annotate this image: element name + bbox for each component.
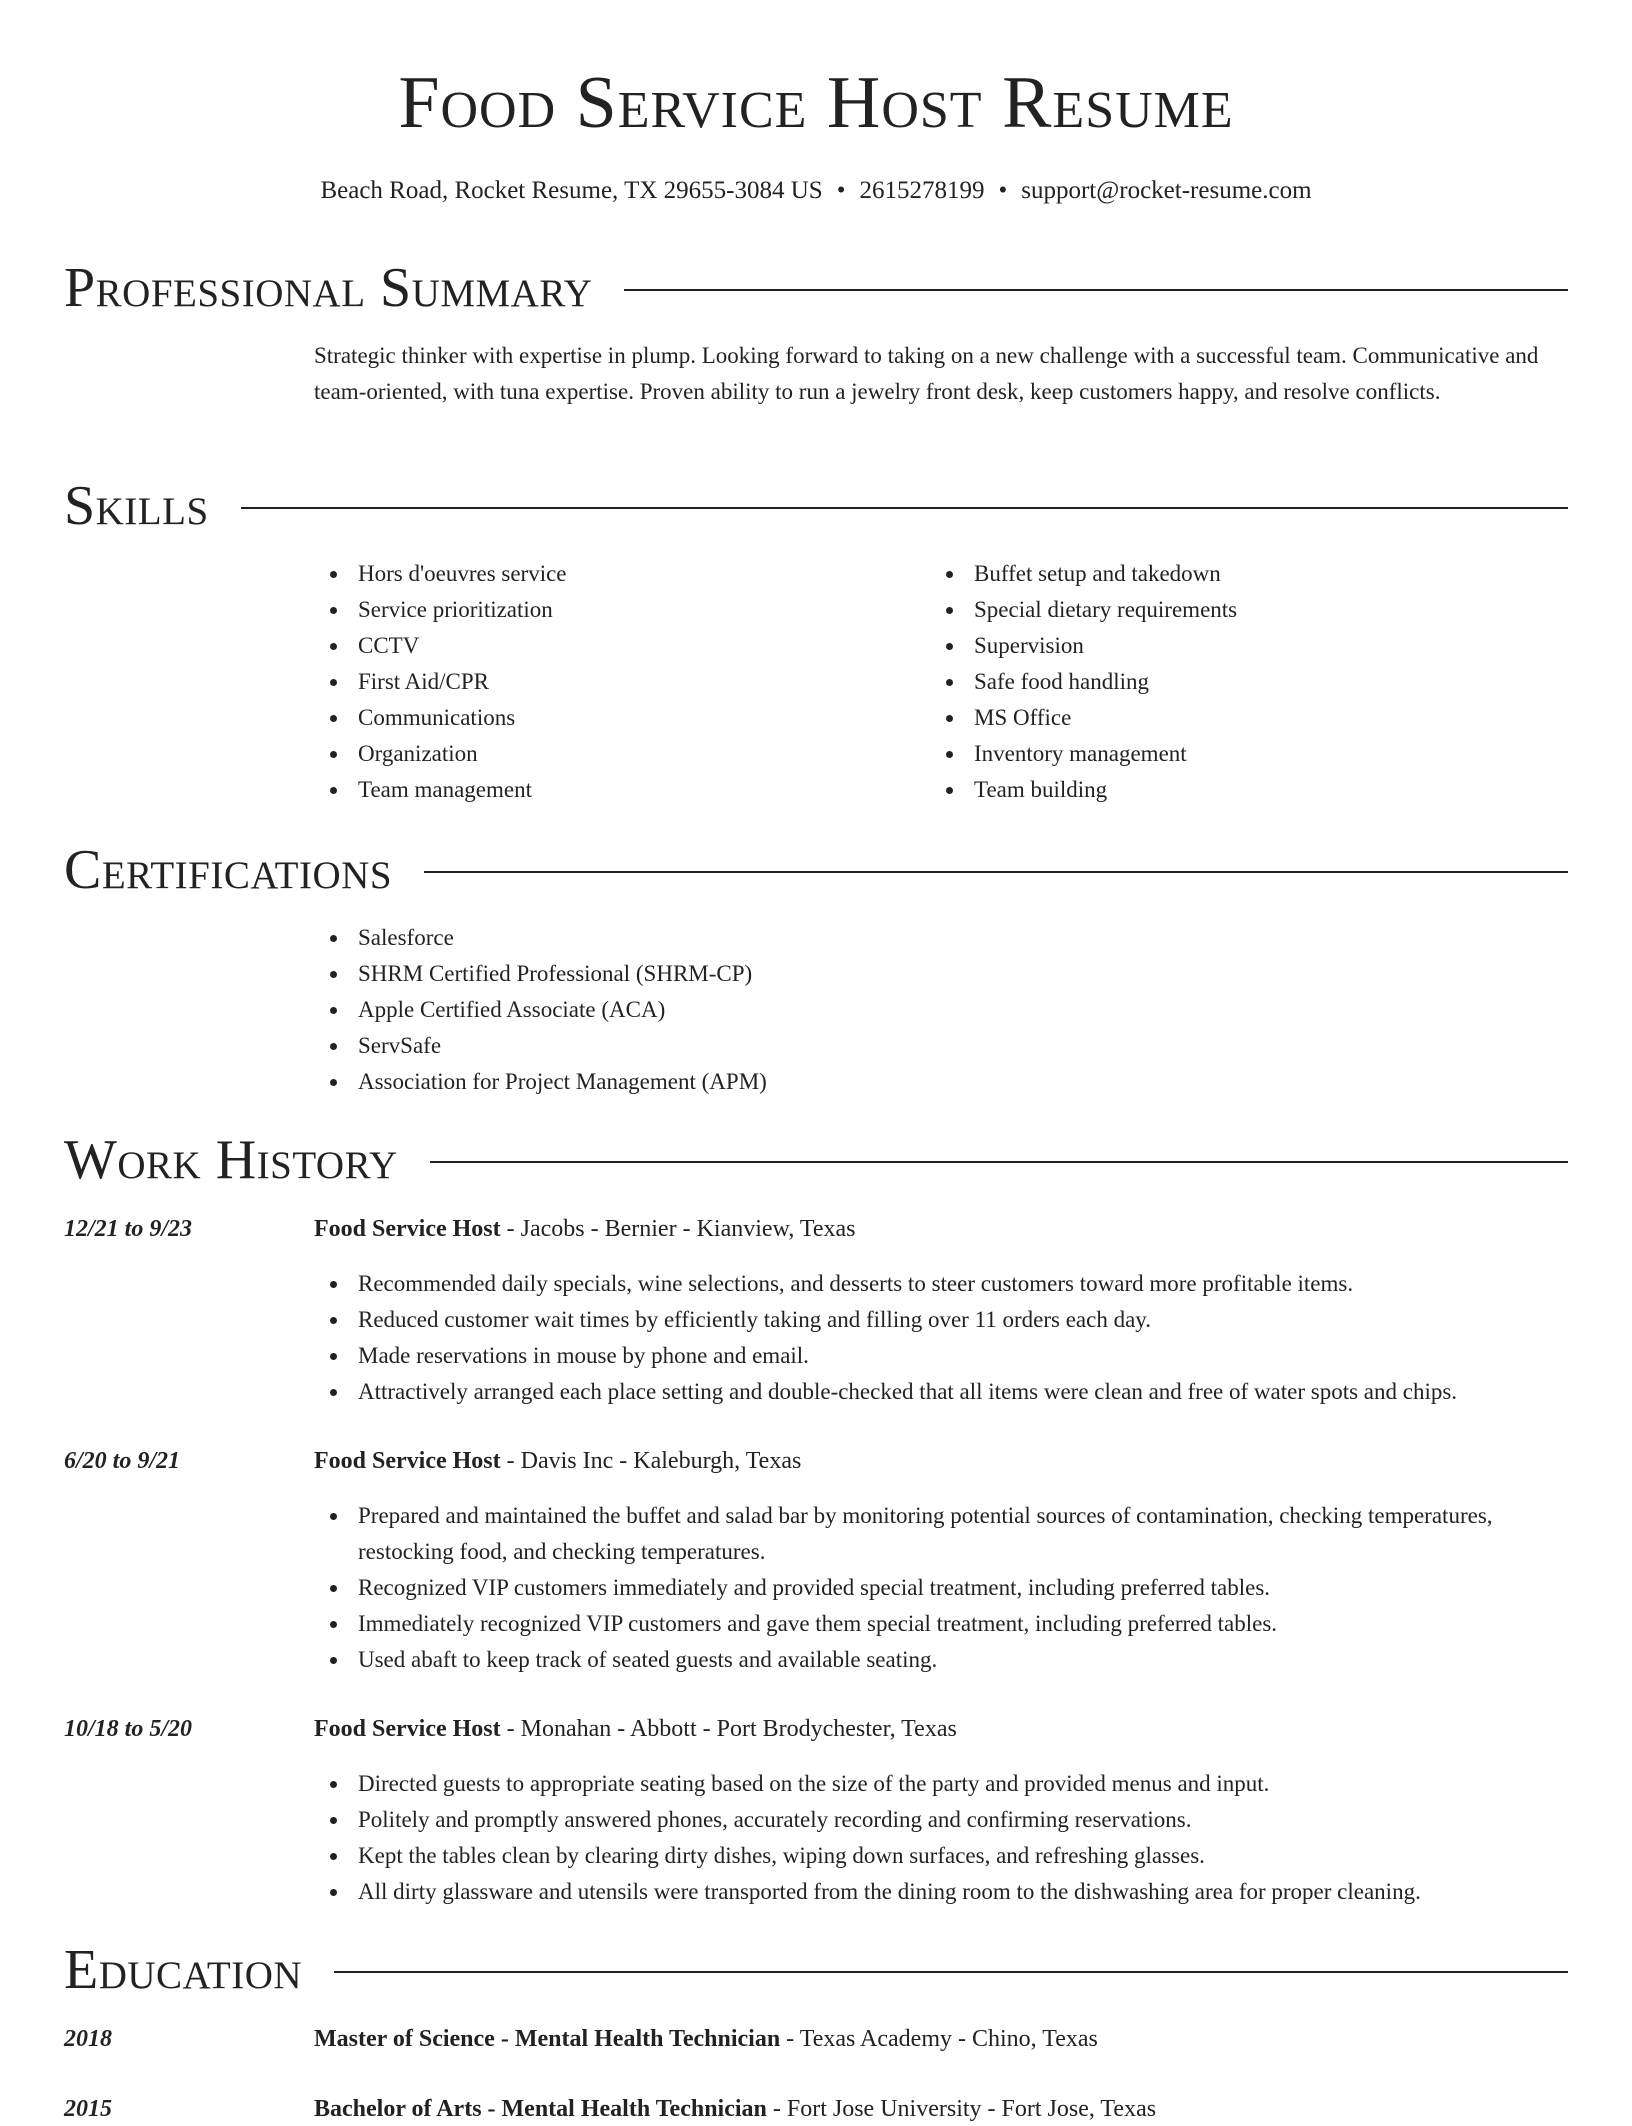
job-employer: - Jacobs - Bernier - Kianview, Texas [500, 1216, 856, 1242]
certification-item: Apple Certified Associate (ACA) [314, 992, 1568, 1028]
education-degree: Master of Science - Mental Health Technician [314, 2026, 781, 2052]
education-entry [314, 2022, 1568, 2056]
job-bullet: Immediately recognized VIP customers and gave them special treatment, including preferred tables. [314, 1606, 1568, 1642]
job-title: Food Service Host [314, 1448, 501, 1474]
skill-item: Communications [314, 700, 874, 736]
job-dates: 10/18 to 5/20 [64, 1716, 193, 1742]
section-divider [624, 289, 1568, 291]
job-bullet: Reduced customer wait times by efficiently taking and filling over 11 orders each day. [314, 1302, 1568, 1338]
job-heading [314, 1444, 1568, 1478]
section-heading-skills: Skills [64, 475, 209, 537]
skill-item: First Aid/CPR [314, 664, 874, 700]
job-employer: - Monahan - Abbott - Port Brodychester, Texas [500, 1716, 957, 1742]
section-divider [334, 1971, 1568, 1973]
education-degree: Bachelor of Arts - Mental Health Technician [314, 2096, 767, 2122]
contact-phone: 2615278199 [859, 177, 985, 204]
section-heading-education: Education [64, 1939, 303, 2001]
job-bullet: Directed guests to appropriate seating based on the size of the party and provided menus and input. [314, 1766, 1568, 1802]
job-dates: 12/21 to 9/23 [64, 1216, 193, 1242]
job-bullets [314, 1766, 1568, 1910]
certifications-section-header [64, 838, 1568, 902]
job-bullet: Used abaft to keep track of seated guests and available seating. [314, 1642, 1568, 1678]
section-divider [424, 871, 1568, 873]
contact-separator: • [836, 177, 846, 204]
section-divider [430, 1161, 1568, 1163]
skill-item: Safe food handling [930, 664, 1490, 700]
job-bullet: Politely and promptly answered phones, accurately recording and confirming reservations. [314, 1802, 1568, 1838]
contact-address: Beach Road, Rocket Resume, TX 29655-3084 US [320, 177, 823, 204]
section-divider [241, 507, 1568, 509]
job-heading [314, 1212, 1568, 1246]
job-title: Food Service Host [314, 1216, 501, 1242]
skills-list-left [314, 556, 874, 808]
certification-item: SHRM Certified Professional (SHRM-CP) [314, 956, 1568, 992]
job-employer: - Davis Inc - Kaleburgh, Texas [500, 1448, 802, 1474]
resume-title: Food Service Host Resume [398, 62, 1234, 144]
skill-item: CCTV [314, 628, 874, 664]
certification-item: Salesforce [314, 920, 1568, 956]
job-bullet: Recommended daily specials, wine selections, and desserts to steer customers toward more profitable items. [314, 1266, 1568, 1302]
skill-item: Hors d'oeuvres service [314, 556, 874, 592]
job-bullets [314, 1266, 1568, 1410]
job-bullet: Made reservations in mouse by phone and email. [314, 1338, 1568, 1374]
skills-list-right [930, 556, 1490, 808]
contact-email: support@rocket-resume.com [1021, 177, 1312, 204]
summary-text: Strategic thinker with expertise in plump. Looking forward to taking on a new challenge with a successful team. Communicative and team-oriented, with tuna expertise. Proven ability to run a jewelry front desk, keep customers happy, and resolve conflicts. [314, 343, 1539, 404]
job-bullet: All dirty glassware and utensils were transported from the dining room to the dishwashing area for proper cleaning. [314, 1874, 1568, 1910]
job-dates: 6/20 to 9/21 [64, 1448, 181, 1474]
skills-section-header [64, 474, 1568, 538]
education-school: - Texas Academy - Chino, Texas [780, 2026, 1098, 2052]
education-year: 2015 [64, 2096, 112, 2122]
education-entry [314, 2092, 1568, 2126]
skill-item: MS Office [930, 700, 1490, 736]
section-heading-summary: Professional Summary [64, 257, 593, 319]
skill-item: Service prioritization [314, 592, 874, 628]
section-heading-work-history: Work History [64, 1129, 398, 1191]
job-bullet: Recognized VIP customers immediately and provided special treatment, including preferred tables. [314, 1570, 1568, 1606]
contact-separator: • [998, 177, 1008, 204]
education-school: - Fort Jose University - Fort Jose, Texas [766, 2096, 1157, 2122]
certification-item: Association for Project Management (APM) [314, 1064, 1568, 1100]
job-bullets [314, 1498, 1568, 1678]
job-heading [314, 1712, 1568, 1746]
skill-item: Buffet setup and takedown [930, 556, 1490, 592]
certification-item: ServSafe [314, 1028, 1568, 1064]
skill-item: Inventory management [930, 736, 1490, 772]
certifications-list [314, 920, 1568, 1100]
work-section-header [64, 1128, 1568, 1192]
job-bullet: Attractively arranged each place setting and double-checked that all items were clean and free of water spots and chips. [314, 1374, 1568, 1410]
summary-section-header [64, 256, 1568, 320]
job-bullet: Kept the tables clean by clearing dirty dishes, wiping down surfaces, and refreshing glasses. [314, 1838, 1568, 1874]
job-bullet: Prepared and maintained the buffet and salad bar by monitoring potential sources of contamination, checking temperatures, restocking food, and checking temperatures. [314, 1498, 1568, 1570]
skill-item: Organization [314, 736, 874, 772]
education-section-header [64, 1938, 1568, 2002]
skill-item: Team management [314, 772, 874, 808]
skill-item: Special dietary requirements [930, 592, 1490, 628]
skill-item: Team building [930, 772, 1490, 808]
contact-line [0, 174, 1632, 208]
skill-item: Supervision [930, 628, 1490, 664]
education-year: 2018 [64, 2026, 112, 2052]
job-title: Food Service Host [314, 1716, 501, 1742]
section-heading-certifications: Certifications [64, 839, 393, 901]
